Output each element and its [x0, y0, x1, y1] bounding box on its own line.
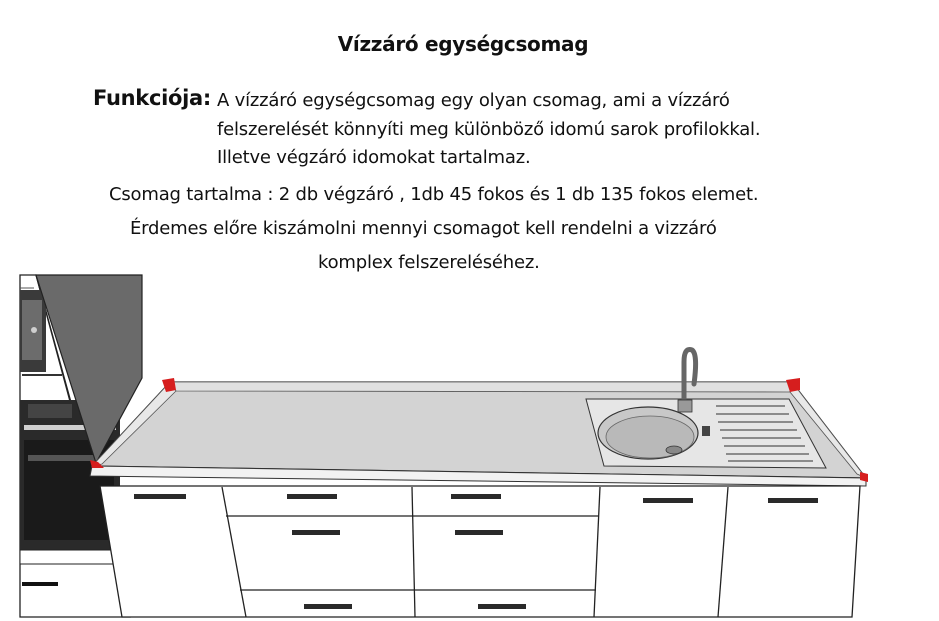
faucet-base: [678, 400, 692, 412]
function-label: Funkciója:: [93, 86, 212, 110]
page-title: Vízzáró egységcsomag: [337, 32, 589, 56]
advice-text-continued: komplex felszereléséhez.: [318, 252, 540, 273]
function-line: A vízzáró egységcsomag egy olyan csomag, ami a vízzáró: [217, 90, 730, 111]
advice-text: Érdemes előre kiszámolni mennyi csomagot kell rendelni a vizzáró: [130, 218, 717, 239]
function-line: felszerelését könnyíti meg különböző idomú sarok profilokkal.: [217, 118, 761, 140]
sink: [586, 399, 826, 468]
package-contents-text: Csomag tartalma : 2 db végzáró , 1db 45 fokos és 1 db 135 fokos elemet.: [109, 184, 759, 205]
function-line: Illetve végzáró idomokat tartalmaz.: [217, 147, 531, 168]
base-cabinets: [100, 486, 860, 617]
